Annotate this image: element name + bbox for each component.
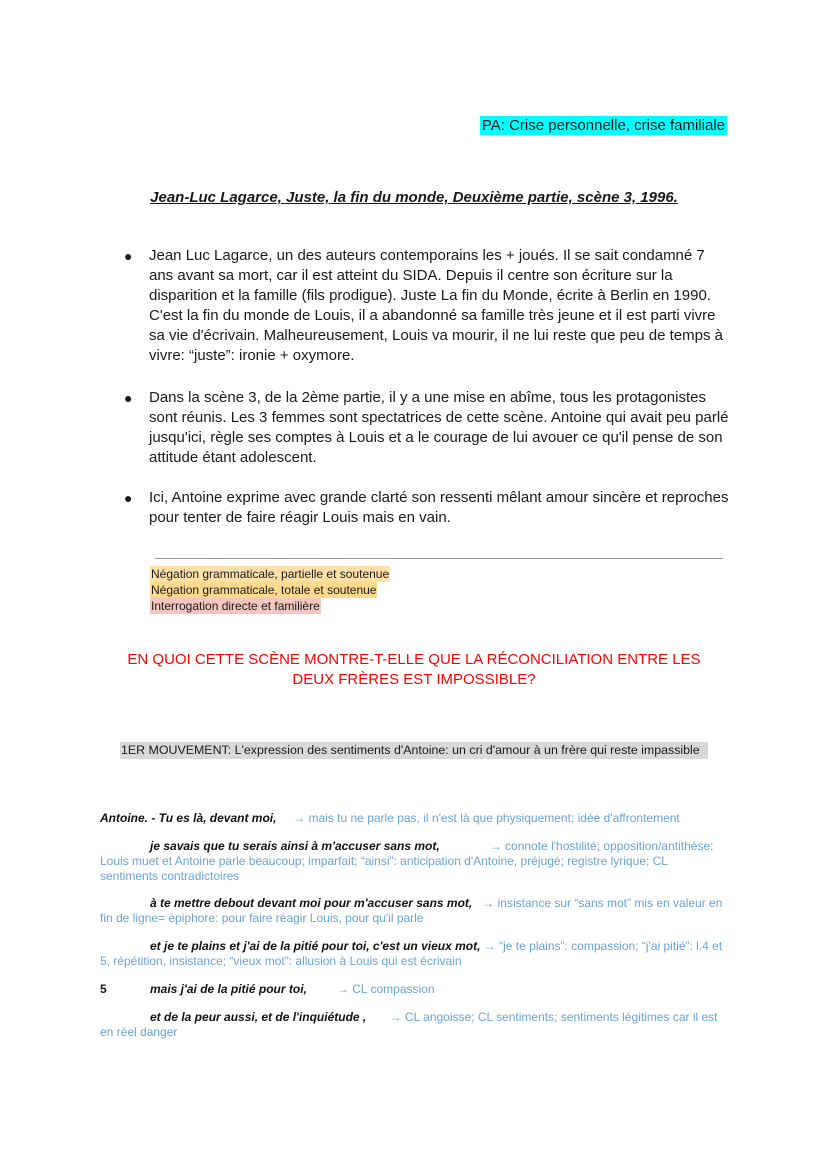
arrow-icon: →: [482, 896, 495, 910]
text-line-5: [100, 982, 724, 997]
line-note: “je te plains”: compassion; “j'ai pitié”: l.4 et 5, répétition, insistance; “vieux mot”: allusion à Louis qui est écrivain: [100, 939, 723, 968]
line-text: mais j'ai de la pitié pour toi,: [150, 982, 307, 996]
text-line-1: [100, 811, 724, 826]
legend-item-partial-negation: Négation grammaticale, partielle et soutenue: [151, 567, 390, 581]
bullet-icon: ●: [124, 248, 133, 264]
arrow-icon: →: [489, 839, 502, 853]
line-note: mais tu ne parle pas, il n'est là que physiquement; idée d'affrontement: [308, 811, 680, 825]
legend-item-interrogation: Interrogation directe et familière: [151, 599, 320, 613]
line-note: insistance sur “sans mot” mis en valeur en fin de ligne= épiphore: pour faire réagir Louis, pour qu'il parle: [100, 896, 723, 925]
bullet-list-3: [121, 488, 731, 528]
arrow-icon: →: [389, 1010, 402, 1024]
line-text: je savais que tu serais ainsi à m'accuser sans mot,: [150, 839, 440, 853]
document-title: Jean-Luc Lagarce, Juste, la fin du monde, Deuxième partie, scène 3, 1996.: [150, 189, 678, 206]
divider: [155, 558, 723, 559]
text-line-3: [100, 896, 724, 926]
bullet-list-1: [121, 246, 731, 366]
arrow-icon: →: [483, 939, 496, 953]
movement-heading: 1ER MOUVEMENT: L'expression des sentiments d'Antoine: un cri d'amour à un frère qui reste impassible: [120, 742, 708, 759]
line-note: connote l'hostilité; opposition/antithèse: Louis muet et Antoine parle beaucoup; imparfait; “ainsi”: anticipation d'Antoine, préjugé; registre lyrique; CL sentiments contradictoires: [100, 839, 714, 883]
text-line-2: [100, 839, 724, 884]
text-line-4: [100, 939, 724, 969]
line-text: Antoine. - Tu es là, devant moi,: [100, 811, 277, 825]
line-note: CL compassion: [352, 982, 435, 996]
line-number: 5: [100, 982, 107, 996]
list-item: [121, 246, 731, 366]
arrow-icon: →: [293, 811, 306, 825]
bullet-text: Jean Luc Lagarce, un des auteurs contemporains les + joués. Il se sait condamné 7 ans avant sa mort, car il est atteint du SIDA. Depuis il centre son écriture sur la disparition et la famille (fils prodigue). Juste La fin du Monde, écrite à Berlin en 1990. C'est la fin du monde de Louis, il a abandonné sa famille très jeune et il est parti vivre sa vie d'écrivain. Malheureusement, Louis va mourir, il ne lui reste que peu de temps à vivre: “juste”: ironie + oxymore.: [149, 247, 723, 364]
bullet-text: Ici, Antoine exprime avec grande clarté son ressenti mêlant amour sincère et reproches pour tenter de faire réagir Louis mais en vain.: [149, 489, 729, 526]
line-text: et je te plains et j'ai de la pitié pour toi, c'est un vieux mot,: [150, 939, 481, 953]
bullet-icon: ●: [124, 390, 133, 406]
legend-item-total-negation: Négation grammaticale, totale et soutenue: [151, 583, 377, 597]
list-item: [121, 488, 731, 528]
line-text: et de la peur aussi, et de l'inquiétude ,: [150, 1010, 367, 1024]
line-note: CL angoisse; CL sentiments; sentiments légitimes car il est en réel danger: [100, 1010, 718, 1039]
bullet-icon: ●: [124, 490, 133, 506]
list-item: [121, 388, 731, 468]
arrow-icon: →: [336, 982, 349, 996]
problematique-heading: EN QUOI CETTE SCÈNE MONTRE-T-ELLE QUE LA RÉCONCILIATION ENTRE LES DEUX FRÈRES EST IMPOSSIBLE?: [127, 651, 701, 688]
bullet-list-2: [121, 388, 731, 468]
text-line-6: [100, 1010, 724, 1040]
line-text: à te mettre debout devant moi pour m'accuser sans mot,: [150, 896, 473, 910]
section-tag: PA: Crise personnelle, crise familiale: [481, 117, 725, 134]
bullet-text: Dans la scène 3, de la 2ème partie, il y a une mise en abîme, tous les protagonistes sont réunis. Les 3 femmes sont spectatrices de cette scène. Antoine qui avait peu parlé jusqu'ici, règle ses comptes à Louis et a le courage de lui avouer ce qu'il pense de son attitude étant adolescent.: [149, 389, 729, 466]
